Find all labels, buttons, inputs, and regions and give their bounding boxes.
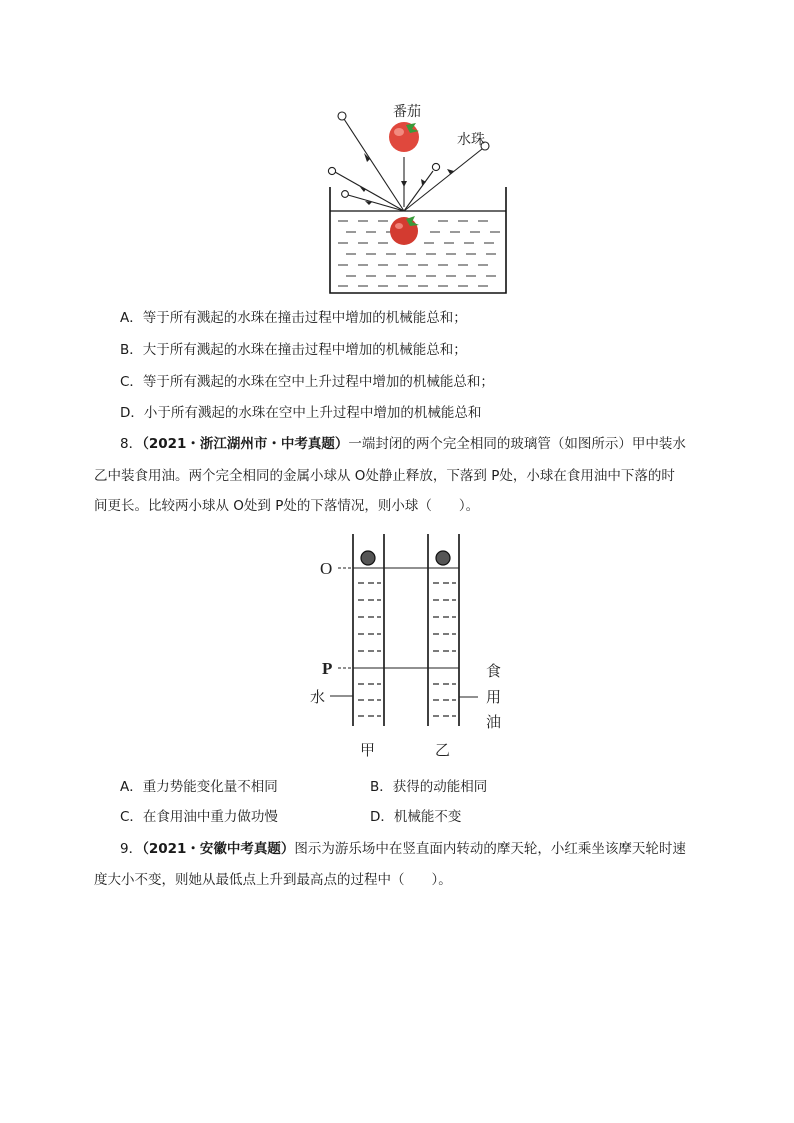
q7-option-b: B．大于所有溅起的水珠在撞击过程中增加的机械能总和；	[120, 342, 467, 358]
q8-option-d: D．机械能不变	[370, 809, 462, 825]
q7-option-c: C．等于所有溅起的水珠在空中上升过程中增加的机械能总和；	[120, 374, 494, 390]
q8-source: （2021・浙江湖州市・中考真题）	[142, 436, 349, 452]
label-tomato: 番茄	[393, 104, 421, 120]
q7-option-d: D．小于所有溅起的水珠在空中上升过程中增加的机械能总和	[120, 405, 482, 421]
ball-yi	[436, 551, 450, 565]
liquid-dashes	[358, 583, 456, 716]
tomato-splash-figure	[320, 95, 520, 300]
q8-option-b: B．获得的动能相同	[370, 779, 488, 795]
q8-line2: 乙中装食用油。两个完全相同的金属小球从 O处静止释放，下落到 P处，小球在食用油中下落的时	[94, 468, 675, 484]
q8-line3: 间更长。比较两小球从 O处到 P处的下落情况，则小球（ ）。	[94, 498, 480, 514]
q9-line2: 度大小不变，则她从最低点上升到最高点的过程中（ ）。	[94, 872, 452, 888]
label-jia: 甲	[360, 741, 376, 759]
q8-line1-text: 一端封闭的两个完全相同的玻璃管（如图所示）甲中装水	[348, 436, 686, 452]
label-P: P	[322, 659, 333, 678]
label-water-drops: 水珠	[457, 132, 485, 148]
arrow-heads	[360, 153, 454, 205]
tomato-above-icon	[389, 122, 419, 152]
label-yi: 乙	[435, 741, 451, 759]
q8-option-a: A．重力势能变化量不相同	[120, 779, 278, 795]
q9-line1-text: 图示为游乐场中在竖直面内转动的摩天轮，小红乘坐该摩天轮时速	[294, 841, 686, 857]
label-oil-3: 油	[486, 713, 502, 731]
tomato-in-water-icon	[390, 216, 419, 245]
water-hatching	[338, 221, 500, 286]
glass-tubes-figure	[308, 530, 513, 762]
q9-number: 9．	[120, 841, 143, 857]
ball-jia	[361, 551, 375, 565]
q8-line1	[120, 434, 686, 454]
q7-option-a: A．等于所有溅起的水珠在撞击过程中增加的机械能总和；	[120, 310, 467, 326]
label-oil-2: 用	[486, 688, 502, 706]
water-container	[330, 187, 506, 293]
q9-line1	[120, 839, 686, 859]
label-O: O	[320, 559, 333, 578]
label-water: 水	[310, 688, 326, 706]
label-oil-1: 食	[486, 662, 502, 680]
q9-source: （2021・安徽中考真题）	[142, 841, 295, 857]
q8-option-c: C．在食用油中重力做功慢	[120, 809, 278, 825]
q8-number: 8．	[120, 436, 143, 452]
